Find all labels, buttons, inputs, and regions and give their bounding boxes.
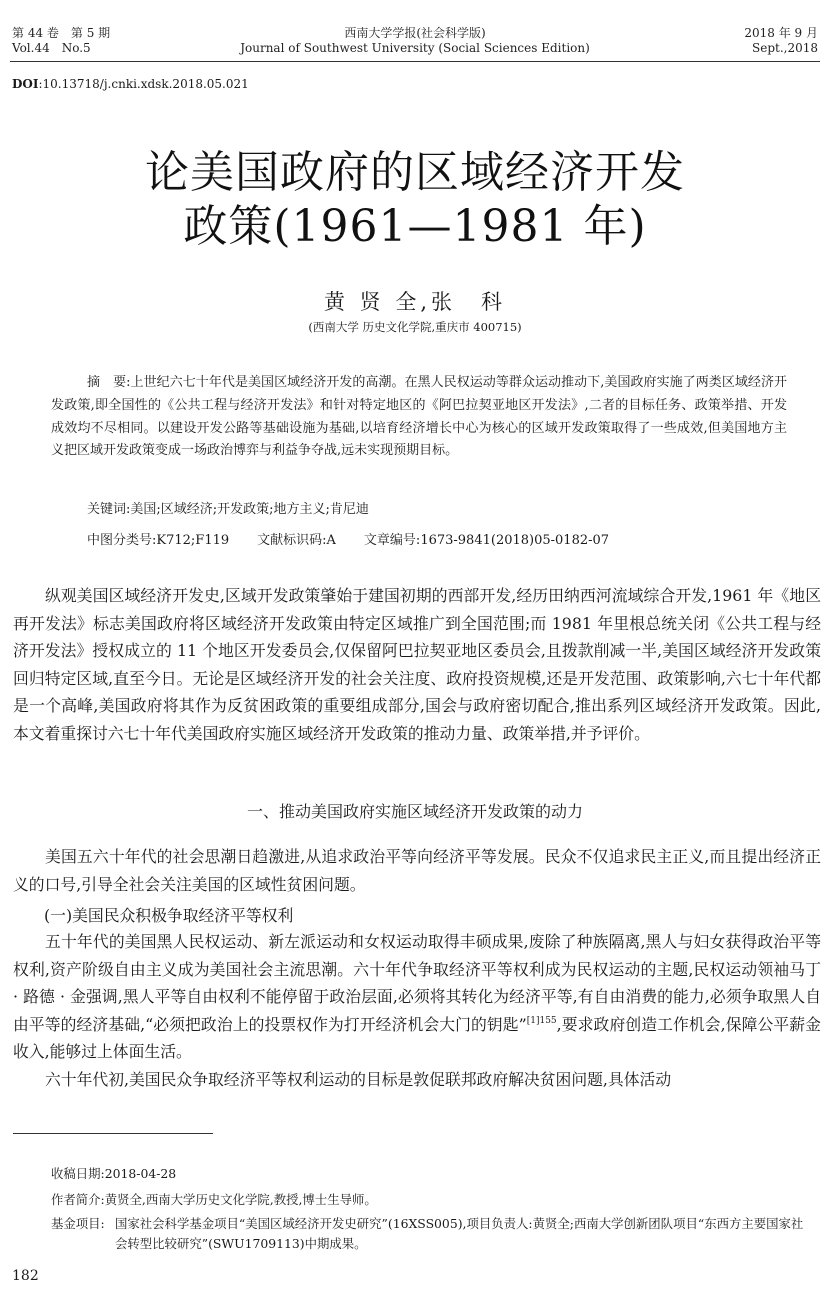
doi-line[interactable]: [12, 77, 249, 91]
paragraph-section1-intro: 美国五六十年代的社会思潮日趋激进,从追求政治平等向经济平等发展。民众不仅追求民主正义,而且提出经济正义的口号,引导全社会关注美国的区域性贫困问题。: [13, 847, 821, 894]
clc-code: [87, 531, 229, 551]
subsection-heading: (一)美国民众积极争取经济平等权利: [44, 906, 294, 925]
page-number: 182: [12, 1268, 39, 1284]
paragraph-civil-rights: [13, 928, 821, 1066]
article-title: [0, 146, 830, 254]
date-en: Sept.,2018: [752, 41, 818, 55]
abstract-label: 摘 要:: [87, 375, 131, 390]
fund-label: 基金项目:: [51, 1216, 105, 1231]
volume-issue-cn: 第 44 卷 第 5 期: [12, 26, 111, 40]
author-bio: 作者简介:黄贤全,西南大学历史文化学院,教授,博士生导师。: [51, 1192, 377, 1207]
clc-label: 中图分类号:: [87, 533, 157, 548]
doi-label: DOI: [12, 77, 39, 91]
fund-text: 国家社会科学基金项目“美国区域经济开发史研究”(16XSS005),项目负责人:黄贤全;西南大学创新团队项目“东西方主要国家社会转型比较研究”(SWU1709113)中期成果。: [115, 1216, 804, 1251]
section-heading: 一、推动美国政府实施区域经济开发政策的动力: [246, 802, 583, 821]
article-number-label: 文章编号:: [363, 533, 421, 548]
citation-ref[interactable]: [1]155: [526, 1015, 557, 1026]
received-date: 收稿日期:2018-04-28: [51, 1166, 177, 1181]
body-paragraph: [13, 928, 821, 1066]
paragraph-text: 五十年代的美国黑人民权运动、新左派运动和女权运动取得丰硕成果,废除了种族隔离,黑人与妇女获得政治平等权利,资产阶级自由主义成为美国社会主流思潮。六十年代争取经济平等权利成为民权运动的主题,民权运动领袖马丁 · 路德 · 金强调,黑人平等自由权利不能停留于政治层面,必须将其转化为经济平等,有自由消费的能力,必须争取黑人自由平等的经济基础,“必须把政治上的投票权作为打开经济机会大门的钥匙”: [13, 932, 821, 1034]
date-cn: 2018 年 9 月: [744, 26, 818, 40]
body-paragraph: [13, 582, 821, 748]
body-paragraph: [13, 1066, 821, 1094]
doi-value[interactable]: :10.13718/j.cnki.xdsk.2018.05.021: [38, 77, 249, 91]
doc-label: 文献标识码:: [257, 533, 327, 548]
title-line-1: 论美国政府的区域经济开发: [145, 147, 685, 198]
doc-value: A: [326, 533, 336, 548]
article-number: [364, 531, 609, 551]
authors: 黄 贤 全,张 科: [323, 290, 507, 314]
keywords-label: 关键词:: [87, 502, 131, 517]
running-header-right: [744, 26, 818, 56]
affiliation: (西南大学 历史文化学院,重庆市 400715): [308, 320, 522, 334]
journal-name-en: Journal of Southwest University (Social Sciences Edition): [240, 41, 590, 55]
running-header-center: [0, 26, 830, 56]
classification-line: [87, 531, 609, 551]
doc-code: [257, 531, 336, 551]
abstract: [51, 372, 787, 463]
footnote-rule: [13, 1133, 213, 1134]
title-line-2: 政策(1961—1981 年): [183, 201, 647, 252]
article-number-value: 1673-9841(2018)05-0182-07: [420, 533, 610, 548]
header-rule: [10, 61, 820, 62]
body-paragraph: [13, 843, 821, 898]
paragraph-intro: 纵观美国区域经济开发史,区域开发政策肇始于建国初期的西部开发,经历田纳西河流域综合开发,1961 年《地区再开发法》标志美国政府将区域经济开发政策由特定区域推广到全国范围;而 1981 年里根总统关闭《公共工程与经济开发法》授权成立的 11 个地区开发委员会,仅保留阿巴拉契亚地区委员会,且拨款削减一半,美国区域经济开发政策回归特定区域,直至今日。无论是区域经济开发的社会关注度、政府投资规模,还是开发范围、政策影响,六七十年代都是一个高峰,美国政府将其作为反贫困政策的重要组成部分,国会与政府密切配合,推出系列区域经济开发政策。因此,本文着重探讨六七十年代美国政府实施区域经济开发政策的推动力量、政策举措,并予评价。: [13, 586, 821, 743]
keywords: [87, 500, 369, 520]
abstract-text: 上世纪六七十年代是美国区域经济开发的高潮。在黑人民权运动等群众运动推动下,美国政府实施了两类区域经济开发政策,即全国性的《公共工程与经济开发法》和针对特定地区的《阿巴拉契亚地区开发法》,二者的目标任务、政策举措、开发成效均不尽相同。以建设开发公路等基础设施为基础,以培育经济增长中心为核心的区域开发政策取得了一些成效,但美国地方主义把区域开发政策变成一场政治博弈与利益争夺战,远未实现预期目标。: [51, 375, 787, 459]
paragraph-text: ,要求政府创造工作机会,保障公平薪金收入,能够过上体面生活。: [13, 1014, 821, 1062]
journal-name-cn: 西南大学学报(社会科学版): [344, 26, 486, 40]
clc-value: K712;F119: [156, 533, 230, 548]
volume-issue-en: Vol.44 No.5: [12, 41, 91, 55]
keywords-text: 美国;区域经济;开发政策;地方主义;肯尼迪: [130, 502, 369, 517]
paragraph-sixties: 六十年代初,美国民众争取经济平等权利运动的目标是敦促联邦政府解决贫困问题,具体活动: [45, 1070, 672, 1089]
